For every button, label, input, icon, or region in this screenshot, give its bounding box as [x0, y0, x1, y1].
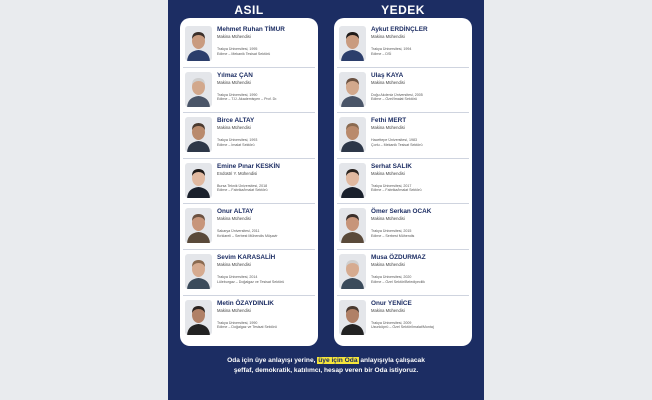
candidate-title: Makina Mühendisi	[217, 125, 251, 131]
candidate-info	[371, 26, 469, 56]
footer-part-2: anlayışıyla çalışacak	[358, 357, 425, 364]
candidate-entry	[183, 113, 315, 159]
candidate-photo	[185, 300, 212, 335]
candidate-info	[217, 163, 315, 193]
candidate-entry	[183, 159, 315, 205]
candidate-info	[371, 163, 469, 193]
candidate-location-sector: Edirne – Serbest Mühendis	[371, 233, 415, 238]
candidate-title: Makina Mühendisi	[217, 34, 251, 39]
candidate-name: Birce ALTAY	[217, 117, 255, 125]
candidate-photo	[339, 163, 366, 198]
candidate-entry	[337, 204, 469, 250]
candidate-entry	[337, 296, 469, 342]
candidate-location-sector: Edirne – T.Ü. Akademisyen – Prof. Dr.	[217, 97, 278, 102]
candidate-education: Trakya Üniversitesi, 1994	[371, 47, 412, 51]
candidate-title: Makina Mühendisi	[217, 216, 251, 222]
candidate-name: Aykut ERDİNÇLER	[371, 26, 428, 33]
candidate-location-sector: Uzunköprü – Özel Sektör/İmalat/Montaj	[371, 325, 434, 330]
candidate-education: Hacettepe Üniversitesi, 1983	[371, 138, 417, 143]
candidate-education: Trakya Üniversitesi, 2017	[371, 183, 412, 188]
candidate-name: Yılmaz ÇAN	[217, 71, 253, 79]
candidate-location-sector: Kırklareli – Serbest Mühendis Müşavir	[217, 233, 278, 238]
candidate-title: Makina Mühendisi	[371, 170, 405, 176]
candidate-location-sector: Edirne – Mekanik Tesisat Sektörü	[217, 51, 271, 56]
candidate-name: Musa ÖZDURMAZ	[371, 253, 426, 261]
yedek-card	[334, 18, 472, 346]
candidate-location-sector: Edirne – İmalat Sektörü	[217, 142, 255, 147]
candidate-photo	[185, 26, 212, 61]
candidate-entry	[183, 296, 315, 342]
candidate-info	[217, 254, 315, 284]
candidate-info	[371, 117, 469, 147]
candidate-name: Sevim KARASALİH	[217, 253, 276, 261]
candidate-title: Makina Mühendisi	[217, 307, 251, 313]
candidate-entry	[183, 68, 315, 114]
candidate-entry	[183, 22, 315, 68]
candidate-info	[217, 72, 315, 102]
candidate-location-sector: Çorlu – Mekanik Tesisat Sektörü	[371, 142, 423, 147]
candidate-title: Endüstri Y. Mühendisi	[217, 170, 258, 176]
footer-slogan	[168, 356, 484, 376]
candidate-education: Trakya Üniversitesi, 2015	[371, 229, 412, 234]
candidate-education: Trakya Üniversitesi, 1995	[217, 47, 258, 51]
candidate-title: Makina Mühendisi	[371, 216, 405, 222]
candidate-info	[371, 72, 469, 102]
candidate-photo	[185, 254, 212, 289]
candidate-photo	[339, 117, 366, 152]
candidate-title: Makina Mühendisi	[217, 79, 251, 85]
asil-card	[180, 18, 318, 346]
candidate-location-sector: Lüleburgaz – Doğalgaz ve Tesisat Sektörü	[217, 279, 285, 284]
candidate-title: Makina Mühendisi	[371, 307, 405, 313]
candidate-location-sector: Edirne – Doğalgaz ve Tesisat Sektörü	[217, 325, 277, 330]
yedek-column-title: YEDEK	[381, 3, 425, 17]
candidate-title: Makina Mühendisi	[371, 79, 405, 85]
candidate-name: Emine Pınar KESKİN	[217, 162, 280, 170]
candidate-photo	[339, 72, 366, 107]
candidate-entry	[337, 250, 469, 296]
candidate-name: Onur YENİCE	[371, 299, 412, 307]
candidate-name: Serhat SALIK	[371, 162, 412, 170]
candidate-education: Trakya Üniversitesi, 1993	[217, 138, 258, 143]
candidate-entry	[337, 113, 469, 159]
candidate-photo	[339, 208, 366, 243]
footer-highlight: üye için Oda	[318, 357, 358, 364]
asil-column-title: ASIL	[234, 3, 264, 17]
candidate-location-sector: Edirne – DSİ	[371, 51, 392, 56]
candidate-education: Trakya Üniversitesi, 2014	[217, 274, 258, 279]
candidate-photo	[339, 300, 366, 335]
candidate-info	[217, 300, 315, 330]
election-poster	[168, 0, 484, 400]
candidate-education: Sakarya Üniversitesi, 2011	[217, 229, 260, 234]
candidate-photo	[185, 163, 212, 198]
candidate-education: Bursa Teknik Üniversitesi, 2018	[217, 183, 268, 188]
candidate-education: Doğu Akdeniz Üniversitesi, 2005	[371, 92, 423, 97]
candidate-info	[371, 208, 469, 238]
candidate-info	[217, 208, 315, 238]
candidate-info	[217, 26, 315, 56]
candidate-title: Makina Mühendisi	[371, 261, 405, 267]
candidate-location-sector: Edirne – Fabrika/İmalat Sektörü	[371, 188, 422, 193]
candidate-info	[217, 117, 315, 147]
candidate-name: Fethi MERT	[371, 117, 407, 125]
footer-line-1	[168, 356, 484, 366]
candidate-education: Trakya Üniversitesi, 2009	[371, 320, 412, 325]
candidate-entry	[183, 204, 315, 250]
candidate-name: Onur ALTAY	[217, 208, 254, 216]
candidate-location-sector: Edirne – Fabrika/İmalat Sektörü	[217, 188, 268, 193]
candidate-education: Trakya Üniversitesi, 2020	[371, 274, 412, 279]
candidate-name: Ulaş KAYA	[371, 71, 404, 79]
candidate-photo	[185, 117, 212, 152]
candidate-entry	[337, 159, 469, 205]
candidate-title: Makina Mühendisi	[371, 34, 405, 39]
candidate-name: Mehmet Ruhan TİMUR	[217, 26, 285, 33]
candidate-entry	[337, 22, 469, 68]
candidate-entry	[337, 68, 469, 114]
candidate-location-sector: Edirne – Özel/İmalat Sektörü	[371, 97, 417, 102]
candidate-photo	[339, 254, 366, 289]
candidate-title: Makina Mühendisi	[217, 261, 251, 267]
candidate-title: Makina Mühendisi	[371, 125, 405, 131]
candidate-education: Trakya Üniversitesi, 1990	[217, 320, 258, 325]
candidate-info	[371, 300, 469, 330]
footer-part-1: Oda için üye anlayışı yerine,	[227, 357, 318, 364]
footer-line-2: şeffaf, demokratik, katılımcı, hesap veren bir Oda istiyoruz.	[233, 367, 419, 374]
candidate-photo	[185, 208, 212, 243]
candidate-photo	[185, 72, 212, 107]
candidate-photo	[339, 26, 366, 61]
candidate-education: Trakya Üniversitesi, 1990	[217, 92, 258, 97]
candidate-name: Ömer Serkan OCAK	[371, 208, 432, 216]
candidate-location-sector: Edirne – Özel Sektör/Belediyecilik	[371, 279, 425, 284]
candidate-info	[371, 254, 469, 284]
candidate-name: Metin ÖZAYDINLIK	[217, 299, 274, 307]
candidate-entry	[183, 250, 315, 296]
